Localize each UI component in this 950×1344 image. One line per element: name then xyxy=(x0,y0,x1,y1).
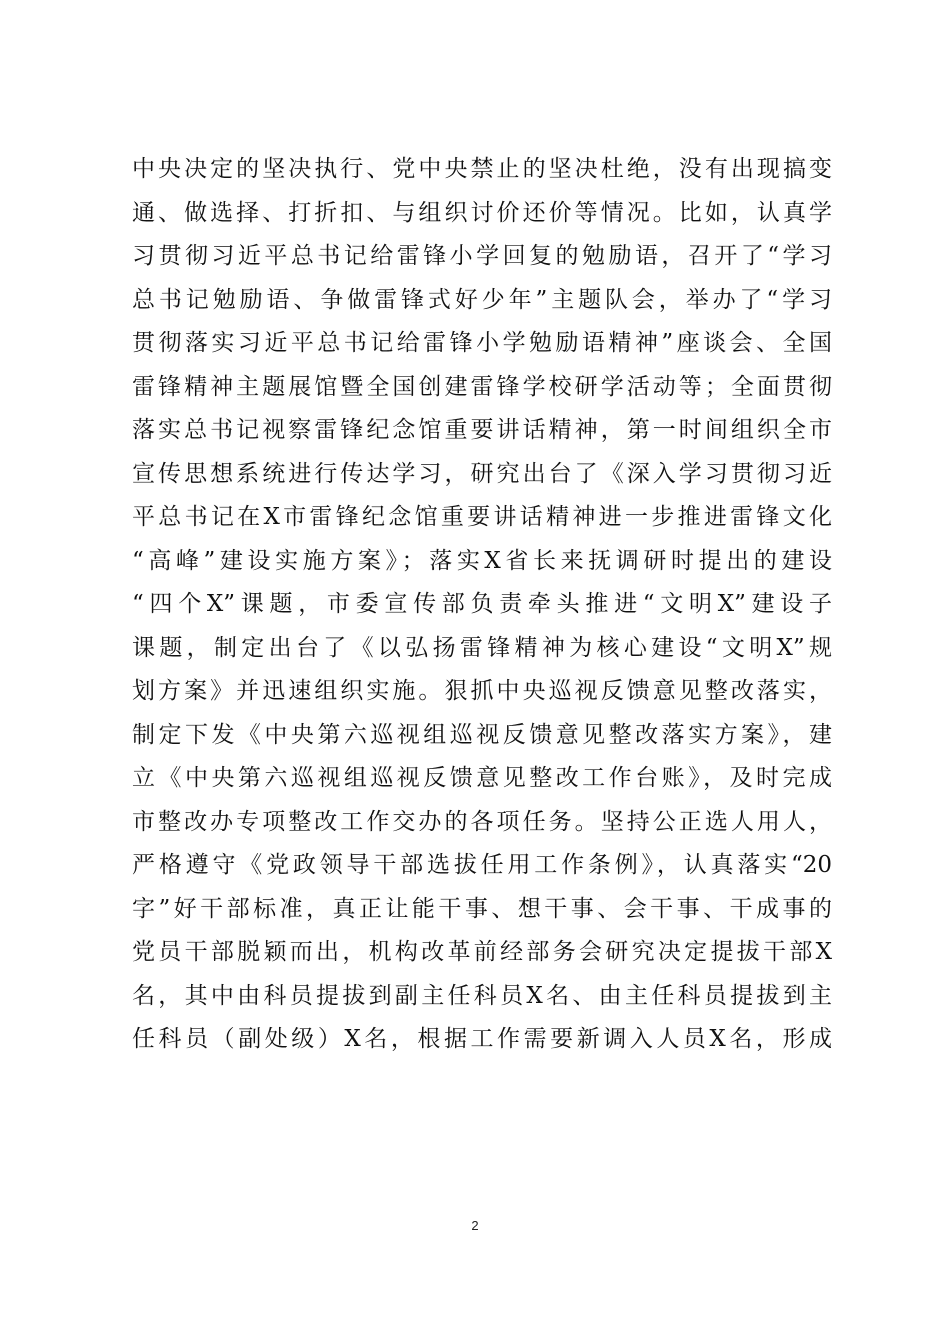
text-line: 名，其中由科员提拔到副主任科员X名、由主任科员提拔到主 xyxy=(132,982,832,1009)
text-line: 习贯彻习近平总书记给雷锋小学回复的勉励语，召开了“学习 xyxy=(132,243,832,269)
text-line: 市整改办专项整改工作交办的各项任务。坚持公正选人用人， xyxy=(132,808,832,835)
text-line: 划方案》并迅速组织实施。狠抓中央巡视反馈意见整改落实， xyxy=(132,678,832,704)
text-line: 字”好干部标准，真正让能干事、想干事、会干事、干成事的 xyxy=(132,895,832,922)
page-number: 2 xyxy=(471,1218,479,1233)
text-line: “高峰”建设实施方案》；落实X省长来抚调研时提出的建设 xyxy=(132,547,832,574)
text-line: 雷锋精神主题展馆暨全国创建雷锋学校研学活动等；全面贯彻 xyxy=(132,373,832,400)
text-line: 落实总书记视察雷锋纪念馆重要讲话精神，第一时间组织全市 xyxy=(132,417,832,443)
text-line: 严格遵守《党政领导干部选拔任用工作条例》，认真落实“20 xyxy=(132,852,832,878)
text-line: 任科员（副处级）X名，根据工作需要新调入人员X名，形成 xyxy=(132,1026,832,1052)
text-line: 党员干部脱颖而出，机构改革前经部务会研究决定提拔干部X xyxy=(132,939,832,965)
text-line: 总书记勉励语、争做雷锋式好少年”主题队会，举办了“学习 xyxy=(132,286,832,313)
text-line: 课题，制定出台了《以弘扬雷锋精神为核心建设“文明X”规 xyxy=(132,634,832,661)
text-line: 宣传思想系统进行传达学习，研究出台了《深入学习贯彻习近 xyxy=(132,460,832,487)
text-line: 制定下发《中央第六巡视组巡视反馈意见整改落实方案》，建 xyxy=(132,721,832,748)
text-line: 平总书记在X市雷锋纪念馆重要讲话精神进一步推进雷锋文化 xyxy=(132,504,832,530)
text-line: 贯彻落实习近平总书记给雷锋小学勉励语精神”座谈会、全国 xyxy=(132,330,832,356)
body-paragraph xyxy=(132,148,832,1062)
text-line: “四个X”课题，市委宣传部负责牵头推进“文明X”建设子 xyxy=(132,591,832,617)
text-line: 立《中央第六巡视组巡视反馈意见整改工作台账》，及时完成 xyxy=(132,765,832,791)
text-line: 通、做选择、打折扣、与组织讨价还价等情况。比如，认真学 xyxy=(132,199,832,226)
text-line: 中央决定的坚决执行、党中央禁止的坚决杜绝，没有出现搞变 xyxy=(132,156,832,182)
